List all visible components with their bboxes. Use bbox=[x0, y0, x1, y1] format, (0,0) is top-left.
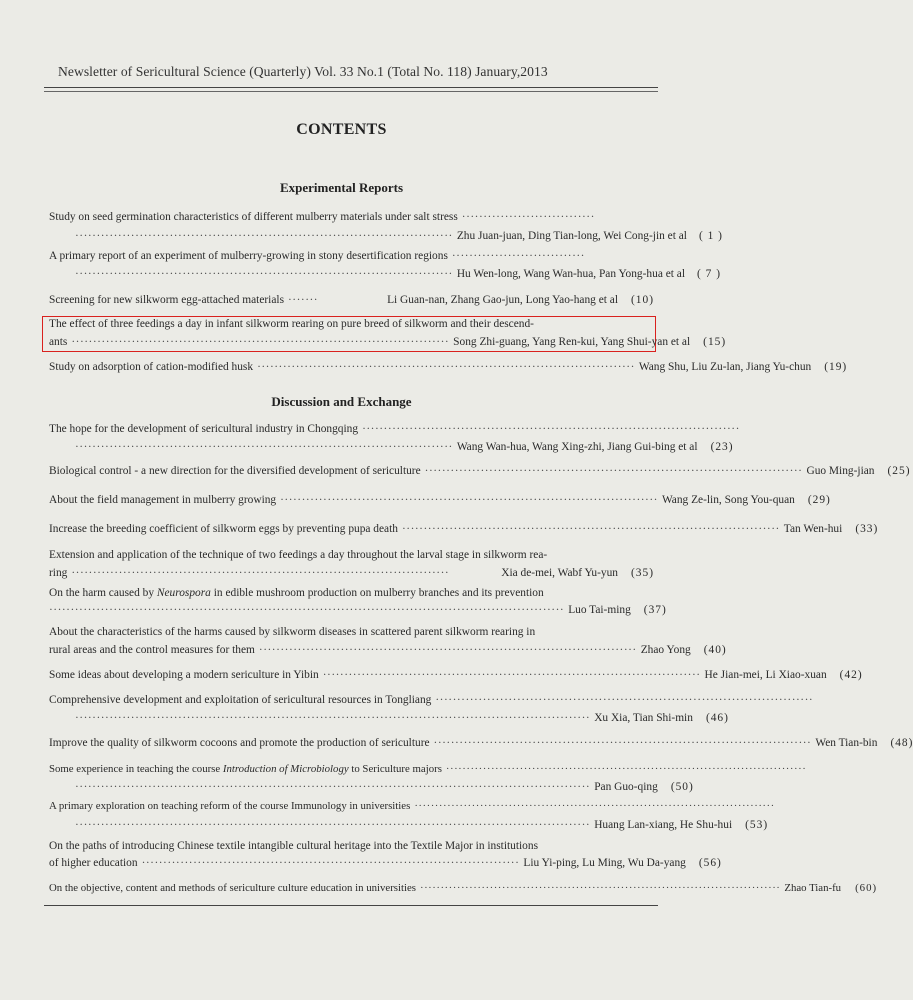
toc-entry-authors: Huang Lan-xiang, He Shu-hui bbox=[594, 819, 733, 831]
toc-entry-authors: Tan Wen-hui bbox=[783, 523, 843, 535]
toc-entry-authors: Zhao Tian-fu bbox=[784, 882, 842, 894]
header-rule-thin bbox=[44, 91, 658, 92]
toc-entry-page: (40) bbox=[703, 644, 727, 656]
toc-entry-page: (35) bbox=[631, 567, 654, 579]
toc-entry-authors: Xu Xia, Tian Shi-min bbox=[594, 712, 693, 724]
journal-header: Newsletter of Sericultural Science (Quarterly) Vol. 33 No.1 (Total No. 118) January,2013 bbox=[58, 64, 548, 79]
toc-entry-page: (53) bbox=[745, 819, 769, 831]
toc-entry-author-line: ························································································ Zhu Juan-juan, Ding Tian-long, Wei Cong-jin et al ( 1 ) bbox=[75, 230, 723, 242]
toc-entry-author-line: ························································································································ Xu Xia, Tian Shi-min (46) bbox=[75, 712, 729, 724]
toc-entry-authors: Pan Guo-qing bbox=[594, 781, 658, 793]
toc-entry-page: (15) bbox=[703, 336, 727, 348]
toc-entry-authors: Xia de-mei, Wabf Yu-yun bbox=[501, 567, 618, 579]
toc-entry-page: (10) bbox=[631, 294, 654, 306]
toc-entry-author-line: ring ························································································ Xia de-mei, Wabf Yu-yun (35) bbox=[49, 567, 654, 579]
toc-entry-author-line: rural areas and the control measures for them ························································································ Zhao Yong (40) bbox=[49, 644, 727, 656]
toc-entry-page: (46) bbox=[705, 712, 729, 724]
toc-entry-authors: Guo Ming-jian bbox=[806, 465, 875, 477]
toc-entry-title[interactable]: Biological control - a new direction for the diversified development of sericulture ························································································ Guo Ming-jian (25) bbox=[49, 465, 911, 477]
toc-entry-title[interactable]: A primary exploration on teaching reform of the course Immunology in universities ························································································ bbox=[49, 800, 775, 812]
toc-entry-authors: Wang Wan-hua, Wang Xing-zhi, Jiang Gui-bing et al bbox=[456, 441, 698, 453]
toc-entry-author-line: ························································································································ Huang Lan-xiang, He Shu-hui (53) bbox=[75, 819, 769, 831]
toc-entry-page: (60) bbox=[855, 882, 878, 894]
toc-entry-author-line: ························································································································ Pan Guo-qing (50) bbox=[75, 781, 694, 793]
toc-entry-title[interactable]: Improve the quality of silkworm cocoons and promote the production of sericulture ························································································ Wen Tian-bin (48) bbox=[49, 737, 913, 749]
toc-entry-title[interactable]: On the paths of introducing Chinese textile intangible cultural heritage into the Textile Major in institutions bbox=[49, 840, 539, 852]
toc-entry-author-line: ························································································································ Luo Tai-ming (37) bbox=[49, 604, 667, 616]
toc-entry-authors: He Jian-mei, Li Xiao-xuan bbox=[704, 669, 827, 681]
section-heading-experimental: Experimental Reports bbox=[279, 180, 404, 195]
toc-entry-title[interactable]: Some experience in teaching the course Introduction of Microbiology to Sericulture majors ························································································ bbox=[49, 763, 807, 775]
toc-entry-page: (48) bbox=[890, 737, 913, 749]
toc-entry-title[interactable]: Increase the breeding coefficient of silkworm eggs by preventing pupa death ························································································ Tan Wen-hui (33) bbox=[49, 523, 879, 535]
toc-entry-title[interactable]: Some ideas about developing a modern sericulture in Yibin ························································································ He Jian-mei, Li Xiao-xuan (42) bbox=[49, 669, 863, 681]
toc-entry-authors: Zhao Yong bbox=[640, 644, 691, 656]
toc-entry-title[interactable]: The hope for the development of sericultural industry in Chongqing ························································································ bbox=[49, 423, 740, 435]
toc-entry-page: (42) bbox=[839, 669, 863, 681]
toc-entry-page: (23) bbox=[710, 441, 734, 453]
toc-entry-authors: Li Guan-nan, Zhang Gao-jun, Long Yao-hang et al bbox=[387, 294, 618, 306]
toc-entry-page: (37) bbox=[643, 604, 667, 616]
toc-entry-authors: Liu Yi-ping, Lu Ming, Wu Da-yang bbox=[523, 857, 686, 869]
contents-title: CONTENTS bbox=[296, 121, 387, 138]
toc-entry-title[interactable]: Study on seed germination characteristics of different mulberry materials under salt stress ······························· bbox=[49, 211, 595, 223]
toc-entry-author-line: ants ························································································ Song Zhi-guang, Yang Ren-kui, Yang Shui-yan et al (15) bbox=[49, 336, 727, 348]
toc-entry-authors: Hu Wen-long, Wang Wan-hua, Pan Yong-hua et al bbox=[456, 268, 686, 280]
toc-entry-authors: Wen Tian-bin bbox=[815, 737, 878, 749]
toc-entry-title[interactable]: About the characteristics of the harms caused by silkworm diseases in scattered parent silkworm rearing in bbox=[49, 626, 536, 638]
toc-entry-title[interactable]: On the harm caused by Neurospora in edible mushroom production on mulberry branches and its prevention bbox=[49, 587, 544, 599]
toc-entry-title[interactable]: Comprehensive development and exploitation of sericultural resources in Tongliang ························································································ bbox=[49, 694, 814, 706]
toc-entry-page: (50) bbox=[670, 781, 694, 793]
header-rule-thick bbox=[44, 87, 658, 88]
toc-entry-page: (25) bbox=[887, 465, 911, 477]
toc-entry-title[interactable]: On the objective, content and methods of sericulture culture education in universities ························································································ Zhao Tian-fu (60) bbox=[49, 882, 878, 894]
toc-entry-authors: Wang Shu, Liu Zu-lan, Jiang Yu-chun bbox=[638, 361, 812, 373]
toc-entry-page: (19) bbox=[824, 361, 848, 373]
toc-entry-author-line: ························································································ Wang Wan-hua, Wang Xing-zhi, Jiang Gui-bing et al (23) bbox=[75, 441, 734, 453]
section-heading-discussion: Discussion and Exchange bbox=[271, 394, 412, 409]
toc-entry-title[interactable]: A primary report of an experiment of mulberry-growing in stony desertification regions ······························· bbox=[49, 250, 585, 262]
toc-entry-page: ( 1 ) bbox=[698, 230, 723, 242]
toc-entry-page: (29) bbox=[807, 494, 831, 506]
toc-entry-authors: Wang Ze-lin, Song You-quan bbox=[661, 494, 795, 506]
toc-entry-page: (33) bbox=[855, 523, 879, 535]
toc-entry-authors: Zhu Juan-juan, Ding Tian-long, Wei Cong-jin et al bbox=[456, 230, 687, 242]
toc-entry-title[interactable]: Extension and application of the technique of two feedings a day throughout the larval stage in silkworm rea- bbox=[49, 549, 548, 561]
footer-rule bbox=[44, 905, 658, 906]
toc-entry-author-line: of higher education ························································································ Liu Yi-ping, Lu Ming, Wu Da-yang (56) bbox=[49, 857, 722, 869]
toc-entry-page: (56) bbox=[698, 857, 722, 869]
toc-entry-author-line: ························································································ Hu Wen-long, Wang Wan-hua, Pan Yong-hua et al ( 7 ) bbox=[75, 268, 722, 280]
toc-entry-page: ( 7 ) bbox=[697, 268, 722, 280]
toc-entry-title[interactable]: About the field management in mulberry growing ························································································ Wang Ze-lin, Song You-quan (29) bbox=[49, 494, 831, 506]
toc-entry-title[interactable]: Screening for new silkworm egg-attached materials ······· Li Guan-nan, Zhang Gao-jun, Long Yao-hang et al (10) bbox=[49, 294, 654, 306]
toc-entry-authors: Luo Tai-ming bbox=[568, 604, 631, 616]
toc-entry-authors: Song Zhi-guang, Yang Ren-kui, Yang Shui-yan et al bbox=[453, 336, 691, 348]
toc-entry-title[interactable]: Study on adsorption of cation-modified husk ························································································ Wang Shu, Liu Zu-lan, Jiang Yu-chun (19) bbox=[49, 361, 848, 373]
toc-entry-title[interactable]: The effect of three feedings a day in infant silkworm rearing on pure breed of silkworm and their descend- bbox=[49, 318, 534, 330]
